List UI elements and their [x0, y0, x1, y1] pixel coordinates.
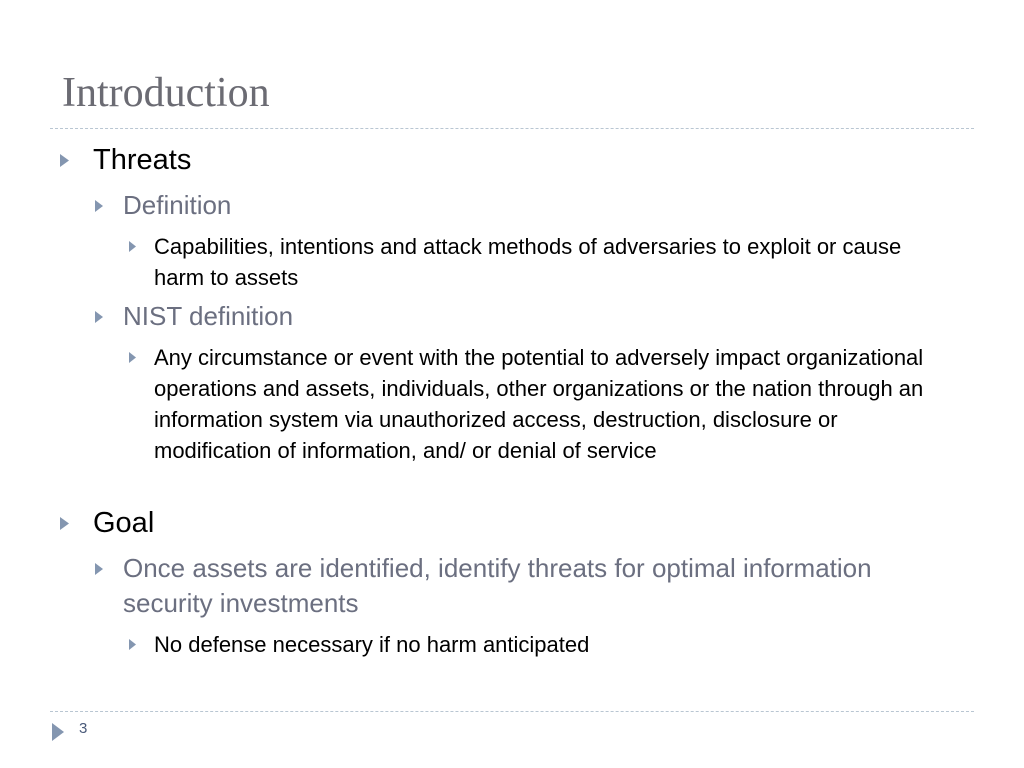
bullet-goal-sub-detail: [154, 629, 954, 660]
bullet-arrow-icon: [129, 241, 136, 252]
bullet-arrow-icon: [129, 352, 136, 363]
bullet-arrow-icon: [95, 311, 103, 323]
bullet-definition-detail: [154, 231, 954, 293]
footer-arrow-icon: [52, 723, 64, 746]
footer-divider: [50, 711, 974, 712]
bullet-text: NIST definition: [123, 301, 294, 331]
bullet-arrow-icon: [129, 639, 136, 650]
bullet-text: Capabilities, intentions and attack methods of adversaries to exploit or cause harm to assets: [154, 234, 902, 290]
bullet-arrow-icon: [60, 154, 69, 167]
bullet-text: Any circumstance or event with the potential to adversely impact organizational operations and assets, individuals, other organizations or the nation through an information system via unauthorized access, destruction, disclosure or modification of information, and/ or denial of service: [154, 345, 924, 463]
bullet-definition: [123, 188, 963, 223]
bullet-text: No defense necessary if no harm anticipated: [154, 632, 590, 657]
bullet-nist-definition: [123, 299, 963, 334]
slide-title: Introduction: [62, 70, 270, 116]
bullet-text: Threats: [93, 144, 192, 176]
title-divider: [50, 128, 974, 129]
page-number: 3: [79, 720, 88, 737]
bullet-threats: [93, 145, 953, 176]
bullet-goal-detail: [123, 551, 883, 621]
bullet-nist-detail: [154, 342, 954, 466]
bullet-text: Definition: [123, 190, 232, 220]
bullet-goal: [93, 508, 953, 539]
bullet-text: Once assets are identified, identify threats for optimal information security investments: [123, 553, 872, 618]
bullet-arrow-icon: [95, 200, 103, 212]
bullet-arrow-icon: [60, 517, 69, 530]
bullet-arrow-icon: [95, 563, 103, 575]
bullet-text: Goal: [93, 507, 155, 539]
